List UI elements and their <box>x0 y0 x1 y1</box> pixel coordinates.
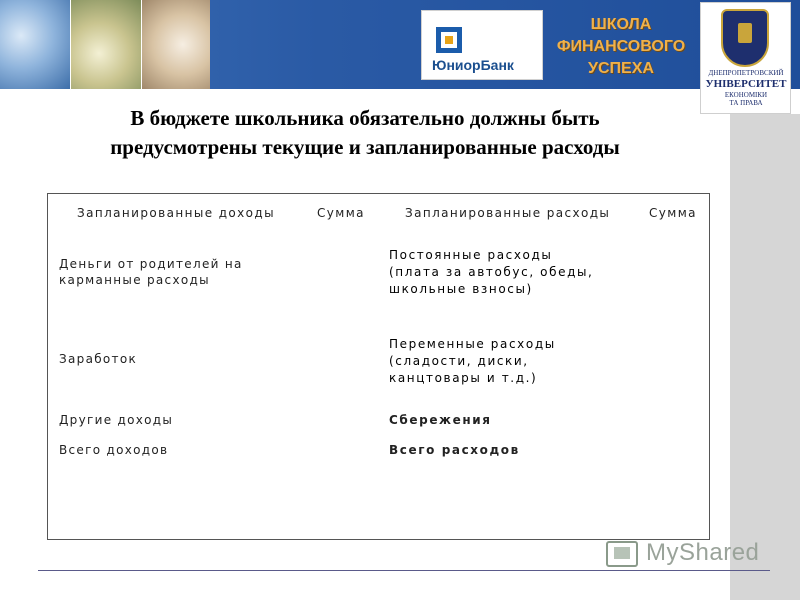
university-logo-main: УНІВЕРСИТЕТ <box>705 78 787 90</box>
income-row-total <box>59 442 168 458</box>
expense-row-line: (плата за автобус, обеды, <box>389 265 594 279</box>
income-row-line: Другие доходы <box>59 413 174 427</box>
expense-row-line: Всего расходов <box>389 443 520 457</box>
income-row-other <box>59 412 173 428</box>
expense-row-line: Переменные расходы <box>389 337 556 351</box>
income-row-line: Заработок <box>59 352 138 366</box>
university-logo <box>700 2 791 114</box>
myshared-watermark <box>606 537 766 573</box>
expense-row-line: канцтовары и т.д.) <box>389 371 538 385</box>
university-crest-icon <box>721 9 769 67</box>
header-planned-income: Запланированные доходы <box>77 206 275 220</box>
expense-row-total <box>389 442 520 458</box>
presentation-board-icon <box>606 541 638 567</box>
junior-bank-logo <box>421 10 543 80</box>
school-title-line: УСПЕХА <box>588 60 654 77</box>
school-of-financial-success-title <box>540 14 702 80</box>
expense-row-line: Сбережения <box>389 413 492 427</box>
school-title-line: ФИНАНСОВОГО <box>556 38 686 55</box>
income-row-earnings <box>59 351 137 367</box>
income-row-line: карманные расходы <box>59 273 210 287</box>
university-logo-top: ДНЕПРОПЕТРОВСКИЙ <box>708 69 784 77</box>
header-photo-pen <box>142 0 210 89</box>
header-banner <box>0 0 800 107</box>
header-planned-expenses: Запланированные расходы <box>405 206 611 220</box>
slide-title-line: В бюджете школьника обязательно должны быть <box>130 106 600 130</box>
header-income-sum: Сумма <box>317 206 365 220</box>
expense-row-line: Постоянные расходы <box>389 248 553 262</box>
school-title-line: ШКОЛА <box>590 16 652 33</box>
header-expense-sum: Сумма <box>649 206 697 220</box>
income-row-line: Всего доходов <box>59 443 169 457</box>
bank-logo-text: ЮниорБанк <box>432 57 514 73</box>
income-row-line: Деньги от родителей на <box>59 257 243 271</box>
university-logo-sub: ТА ПРАВА <box>729 99 763 107</box>
university-logo-sub: ЕКОНОМІКИ <box>724 91 768 99</box>
watermark-text: MyShared <box>646 539 760 566</box>
bank-emblem-icon <box>436 27 462 53</box>
expense-row-savings <box>389 412 492 428</box>
expense-row-line: (сладости, диски, <box>389 354 529 368</box>
slide-title <box>0 104 730 162</box>
expense-row-line: школьные взносы) <box>389 282 533 296</box>
slide-title-line: предусмотрены текущие и запланированные расходы <box>110 135 620 159</box>
right-decorative-stripe <box>730 114 800 600</box>
expense-row-fixed <box>389 247 593 298</box>
budget-table <box>47 193 710 540</box>
header-photo-coins <box>71 0 141 89</box>
expense-row-variable <box>389 336 556 387</box>
income-row-parents <box>59 256 243 288</box>
header-photo-globe <box>0 0 70 89</box>
